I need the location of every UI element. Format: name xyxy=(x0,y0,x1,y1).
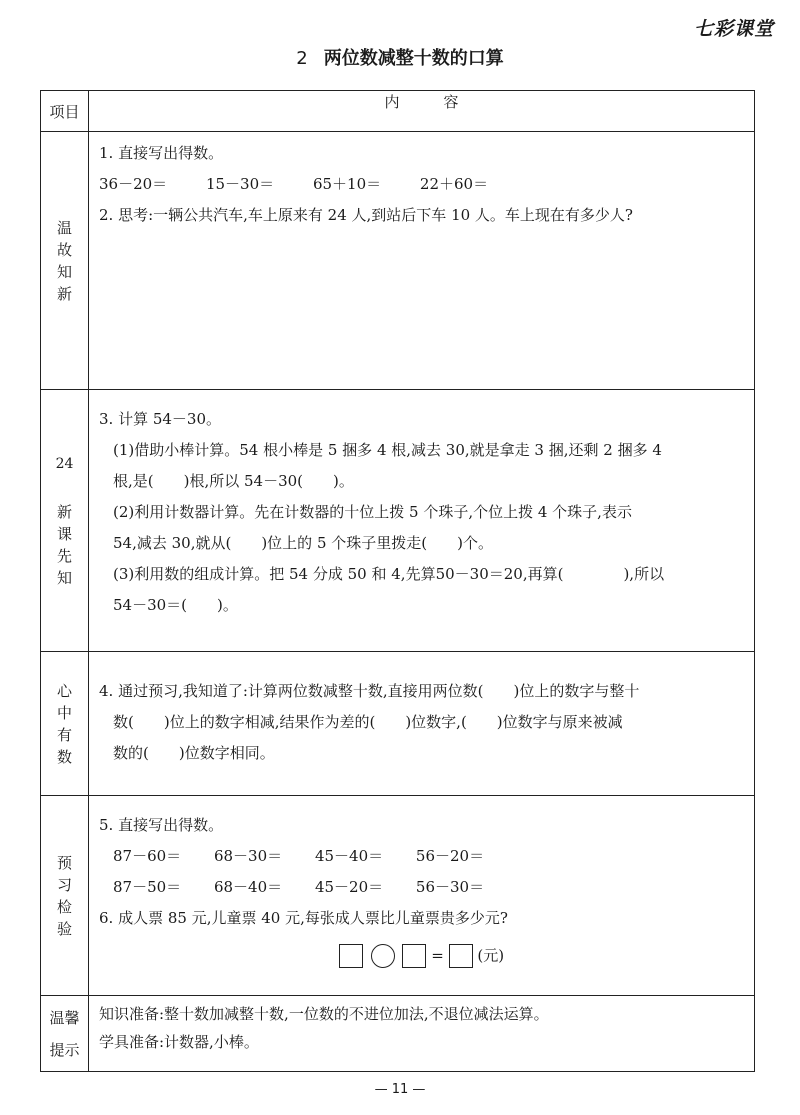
question-1-items xyxy=(99,169,744,200)
summary-label xyxy=(41,652,89,796)
equation: 56－20＝ xyxy=(415,847,485,865)
summary-label-char: 数 xyxy=(56,747,72,766)
newlesson-label-char: 新 xyxy=(56,502,72,521)
lesson-title: 两位数减整十数的口算 xyxy=(323,48,504,69)
preview-label-char: 习 xyxy=(56,875,72,894)
page-number: — 11 — xyxy=(374,1082,426,1097)
review-label-char: 新 xyxy=(56,284,72,303)
newlesson-row xyxy=(41,390,755,652)
equals-sign: = xyxy=(431,946,444,965)
answer-box[interactable] xyxy=(339,944,363,968)
newlesson-label-char: 知 xyxy=(56,568,72,587)
summary-content xyxy=(89,652,755,796)
answer-box[interactable] xyxy=(449,944,473,968)
equation: 15－30＝ xyxy=(205,175,275,193)
lesson-number: 2 xyxy=(296,48,308,69)
question-6: 6. 成人票 85 元,儿童票 40 元,每张成人票比儿童票贵多少元? xyxy=(99,909,508,927)
brand-logo: 七彩课堂 xyxy=(693,18,774,40)
worksheet-table xyxy=(40,90,755,1072)
review-label-char: 故 xyxy=(56,240,72,259)
newlesson-label xyxy=(41,390,89,652)
part-2-line-1: (2)利用计数器计算。先在计数器的十位上拨 5 个珠子,个位上拨 4 个珠子,表示 xyxy=(113,503,632,521)
question-5-row-1 xyxy=(99,841,744,872)
newlesson-content xyxy=(89,390,755,652)
part-2-line-2: 54,减去 30,就从( )位上的 5 个珠子里拨走( )个。 xyxy=(113,534,493,552)
question-2: 2. 思考:一辆公共汽车,车上原来有 24 人,到站后下车 10 人。车上现在有多少人? xyxy=(99,206,633,224)
summary-label-char: 中 xyxy=(56,703,72,722)
newlesson-label-char: 课 xyxy=(56,524,72,543)
equation: 65＋10＝ xyxy=(312,175,382,193)
header-item: 项目 xyxy=(41,91,89,132)
equation: 87－50＝ xyxy=(113,878,182,896)
question-5-row-2 xyxy=(99,872,744,903)
summary-row xyxy=(41,652,755,796)
preview-label-char: 检 xyxy=(56,897,72,916)
tips-row xyxy=(41,996,755,1072)
header-content xyxy=(89,91,755,132)
newlesson-label-char: 先 xyxy=(56,546,72,565)
question-4-line-2: 数( )位上的数字相减,结果作为差的( )位数字,( )位数字与原来被减 xyxy=(113,713,623,731)
part-3-line-1: (3)利用数的组成计算。把 54 分成 50 和 4,先算50－30＝20,再算( ),所以 xyxy=(113,565,665,583)
equation: 36－20＝ xyxy=(99,175,168,193)
review-row xyxy=(41,132,755,390)
equation: 45－40＝ xyxy=(314,847,384,865)
review-label xyxy=(41,132,89,390)
question-3: 3. 计算 54－30。 xyxy=(99,410,222,428)
summary-label-char: 有 xyxy=(56,725,72,744)
answer-box[interactable] xyxy=(402,944,426,968)
tips-label-line: 提示 xyxy=(49,1040,80,1059)
equation: 45－20＝ xyxy=(314,878,384,896)
table-header-row xyxy=(41,91,755,132)
side-page-number: 24 xyxy=(55,455,74,472)
preview-label-char: 预 xyxy=(56,853,72,872)
tips-label xyxy=(41,996,89,1072)
preview-label xyxy=(41,796,89,996)
summary-label-char: 心 xyxy=(56,681,72,700)
preview-content xyxy=(89,796,755,996)
header-content-b: 容 xyxy=(443,93,459,111)
header-content-a: 内 xyxy=(384,93,400,111)
question-4-line-1: 4. 通过预习,我知道了:计算两位数减整十数,直接用两位数( )位上的数字与整十 xyxy=(99,682,640,700)
part-1-line-2: 根,是( )根,所以 54－30( )。 xyxy=(113,472,354,490)
question-1: 1. 直接写出得数。 xyxy=(99,144,224,162)
equation: 87－60＝ xyxy=(113,847,182,865)
tips-label-line: 温馨 xyxy=(49,1008,80,1027)
review-content xyxy=(89,132,755,390)
tip-knowledge: 知识准备:整十数加减整十数,一位数的不进位加法,不退位减法运算。 xyxy=(99,1005,549,1023)
tip-tools: 学具准备:计数器,小棒。 xyxy=(99,1033,259,1051)
preview-row xyxy=(41,796,755,996)
equation: 68－30＝ xyxy=(213,847,283,865)
question-5: 5. 直接写出得数。 xyxy=(99,816,224,834)
tips-content xyxy=(89,996,755,1072)
equation: 22＋60＝ xyxy=(419,175,489,193)
part-1-line-1: (1)借助小棒计算。54 根小棒是 5 捆多 4 根,减去 30,就是拿走 3 捆,还剩 2 捆多 4 xyxy=(113,441,662,459)
equation: 56－30＝ xyxy=(415,878,485,896)
review-label-char: 温 xyxy=(56,218,72,237)
question-4-line-3: 数的( )位数字相同。 xyxy=(113,744,275,762)
unit-label: (元) xyxy=(477,946,505,965)
answer-boxes xyxy=(99,940,744,970)
operator-circle[interactable] xyxy=(371,944,395,968)
preview-label-char: 验 xyxy=(56,919,72,938)
part-3-line-2: 54－30＝( )。 xyxy=(113,596,238,614)
page-title xyxy=(0,44,800,70)
equation: 68－40＝ xyxy=(213,878,283,896)
review-label-char: 知 xyxy=(56,262,72,281)
